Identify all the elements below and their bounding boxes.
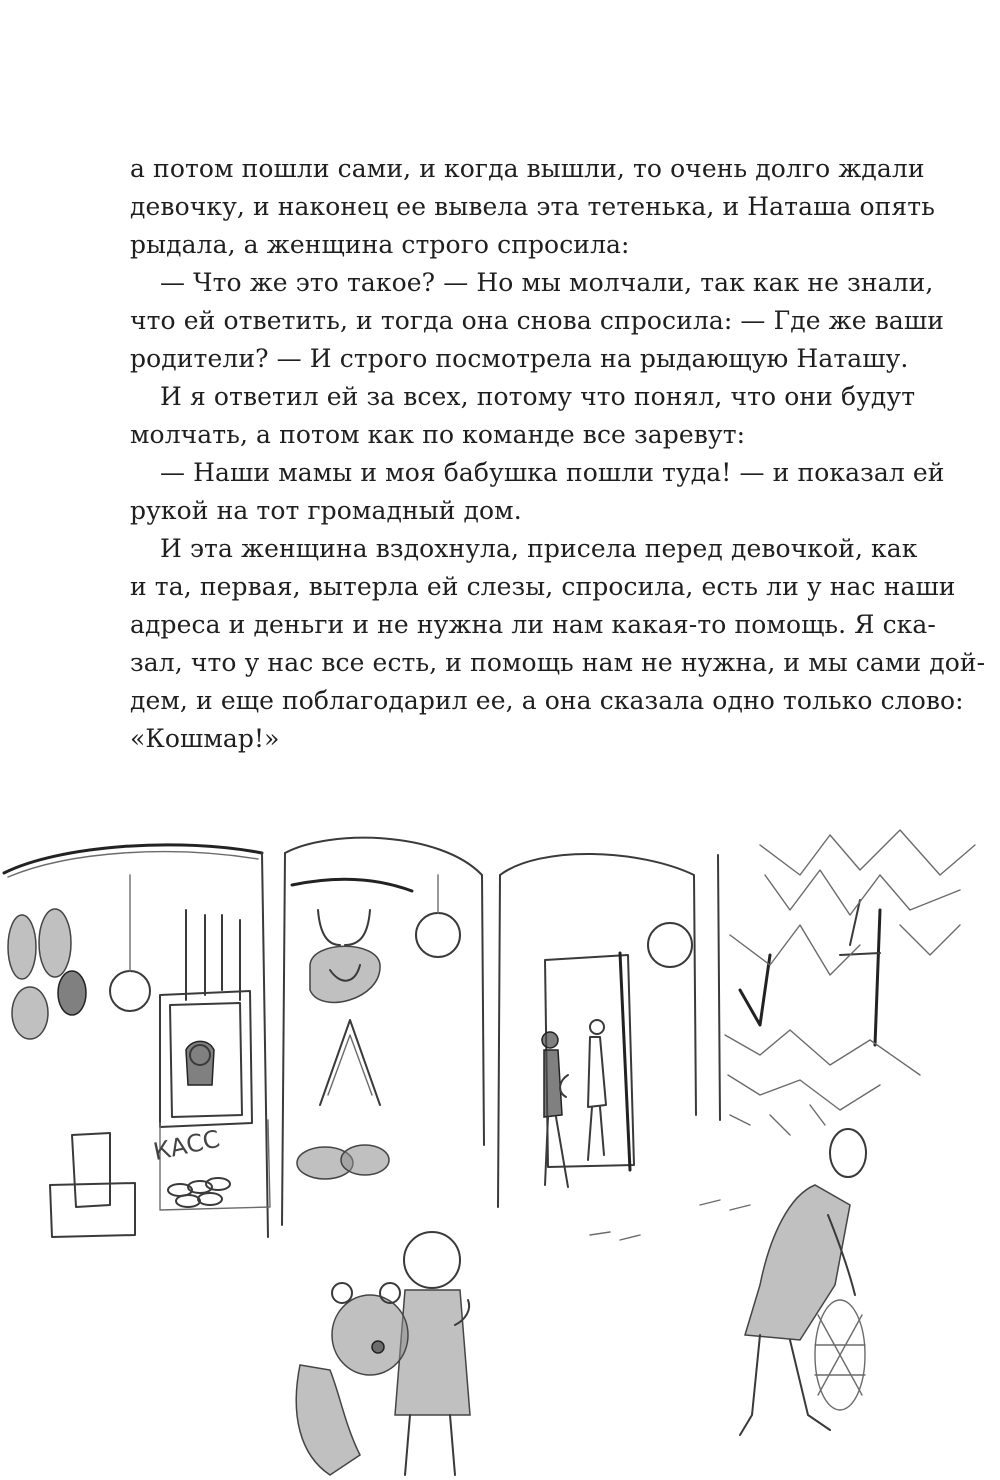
- woman-with-bag: [740, 1129, 866, 1435]
- tree: [718, 830, 975, 1135]
- text-line: И я ответил ей за всех, потому что понял, что они будут: [160, 382, 916, 411]
- text-line: зал, что у нас все есть, и помощь нам не нужна, и мы сами дой-: [130, 648, 986, 677]
- text-line: рыдала, а женщина строго спросила:: [130, 230, 630, 259]
- boy-with-teddy: [296, 1232, 470, 1475]
- text-line: И эта женщина вздохнула, присела перед девочкой, как: [160, 534, 918, 563]
- text-line: — Наши мамы и моя бабушка пошли туда! — и показал ей: [160, 458, 945, 487]
- text-line: что ей ответить, и тогда она снова спросила: — Где же ваши: [130, 306, 944, 335]
- text-line: девочку, и наконец ее вывела эта тетенька, и Наташа опять: [130, 192, 935, 221]
- text-line: рукой на тот громадный дом.: [130, 496, 522, 525]
- sausages-display: [8, 875, 240, 1039]
- text-line: молчать, а потом как по команде все заревут:: [130, 420, 746, 449]
- text-line: — Что же это такое? — Но мы молчали, так как не знали,: [160, 268, 934, 297]
- body-text: [130, 150, 986, 758]
- text-line: и та, первая, вытерла ей слезы, спросила, есть ли у нас наши: [130, 572, 956, 601]
- street-illustration: [0, 815, 1000, 1480]
- text-line: родители? — И строго посмотрела на рыдающую Наташу.: [130, 344, 909, 373]
- cashier-booth: [50, 991, 270, 1237]
- text-line: дем, и еще поблагодарил ее, а она сказала одно только слово:: [130, 686, 964, 715]
- text-line: «Кошмар!»: [130, 724, 280, 753]
- text-line: адреса и деньги и не нужна ли нам какая-то помощь. Я ска-: [130, 610, 936, 639]
- text-line: а потом пошли сами, и когда вышли, то очень долго ждали: [130, 154, 925, 183]
- doorway-scene: [542, 923, 692, 1187]
- shop-sign-text: КАСС: [150, 1124, 223, 1167]
- building-arch: [4, 845, 262, 873]
- bakery-window: [297, 875, 460, 1179]
